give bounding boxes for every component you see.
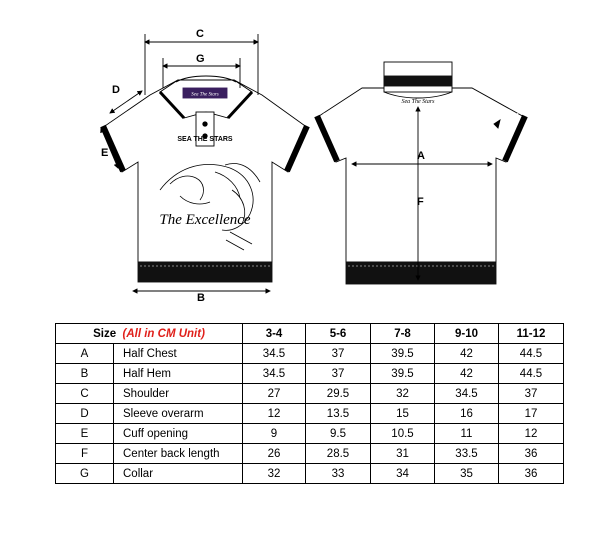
measurement-name: Half Hem [114, 364, 243, 384]
measurement-value: 32 [243, 464, 306, 484]
dimension-label-c: C [196, 28, 204, 40]
table-row [56, 464, 564, 484]
measurement-value: 26 [243, 444, 306, 464]
size-header-cell [56, 324, 243, 344]
front-logo-text: SEA THE STARS [177, 136, 233, 143]
measurement-code: G [56, 464, 114, 484]
measurement-value: 31 [371, 444, 435, 464]
measurement-value: 39.5 [371, 364, 435, 384]
measurement-value: 9.5 [306, 424, 371, 444]
measurement-value: 34.5 [243, 364, 306, 384]
measurement-value: 13.5 [306, 404, 371, 424]
measurement-value: 37 [306, 344, 371, 364]
dimension-label-a: A [417, 150, 425, 162]
measurement-value: 16 [435, 404, 499, 424]
back-shirt [316, 62, 526, 284]
measurement-value: 27 [243, 384, 306, 404]
measurement-value: 36 [499, 464, 564, 484]
size-header-row [56, 324, 564, 344]
table-row [56, 384, 564, 404]
size-chart-table [55, 323, 564, 484]
table-row [56, 404, 564, 424]
front-collar-tag-text: Sea The Stars [191, 92, 219, 98]
dimension-label-e: E [101, 147, 109, 159]
measurement-value: 37 [499, 384, 564, 404]
measurement-name: Shoulder [114, 384, 243, 404]
front-print-text: The Excellence [159, 212, 251, 228]
unit-note: (All in CM Unit) [122, 327, 205, 340]
table-row [56, 424, 564, 444]
measurement-value: 33 [306, 464, 371, 484]
table-row [56, 364, 564, 384]
back-collar-tag-text: Sea The Stars [401, 99, 435, 105]
table-row [56, 344, 564, 364]
size-col-header: 9-10 [435, 324, 499, 344]
size-col-header: 5-6 [306, 324, 371, 344]
measurement-value: 15 [371, 404, 435, 424]
measurement-name: Sleeve overarm [114, 404, 243, 424]
measurement-value: 35 [435, 464, 499, 484]
measurement-value: 33.5 [435, 444, 499, 464]
measurement-code: E [56, 424, 114, 444]
measurement-value: 34.5 [435, 384, 499, 404]
measurement-code: F [56, 444, 114, 464]
measurement-value: 12 [243, 404, 306, 424]
size-col-header: 3-4 [243, 324, 306, 344]
measurement-value: 12 [499, 424, 564, 444]
front-shirt [102, 76, 308, 282]
dimension-label-f: F [417, 196, 424, 208]
measurement-value: 11 [435, 424, 499, 444]
measurement-value: 17 [499, 404, 564, 424]
size-col-header: 11-12 [499, 324, 564, 344]
measurement-name: Half Chest [114, 344, 243, 364]
measurement-value: 32 [371, 384, 435, 404]
measurement-value: 37 [306, 364, 371, 384]
measurement-value: 42 [435, 364, 499, 384]
dimension-label-d: D [112, 84, 120, 96]
size-col-header: 7-8 [371, 324, 435, 344]
measurement-value: 44.5 [499, 344, 564, 364]
measurement-value: 28.5 [306, 444, 371, 464]
measurement-name: Collar [114, 464, 243, 484]
measurement-value: 42 [435, 344, 499, 364]
dimension-label-b: B [197, 292, 205, 304]
measurement-name: Cuff opening [114, 424, 243, 444]
measurement-value: 34 [371, 464, 435, 484]
measurement-code: C [56, 384, 114, 404]
measurement-code: B [56, 364, 114, 384]
dimension-label-g: G [196, 53, 205, 65]
measurement-code: D [56, 404, 114, 424]
table-row [56, 444, 564, 464]
measurement-name: Center back length [114, 444, 243, 464]
measurement-value: 36 [499, 444, 564, 464]
measurement-code: A [56, 344, 114, 364]
measurement-value: 10.5 [371, 424, 435, 444]
size-header-label: Size [93, 327, 117, 340]
measurement-value: 9 [243, 424, 306, 444]
measurement-value: 44.5 [499, 364, 564, 384]
measurement-value: 34.5 [243, 344, 306, 364]
measurement-value: 29.5 [306, 384, 371, 404]
measurement-value: 39.5 [371, 344, 435, 364]
